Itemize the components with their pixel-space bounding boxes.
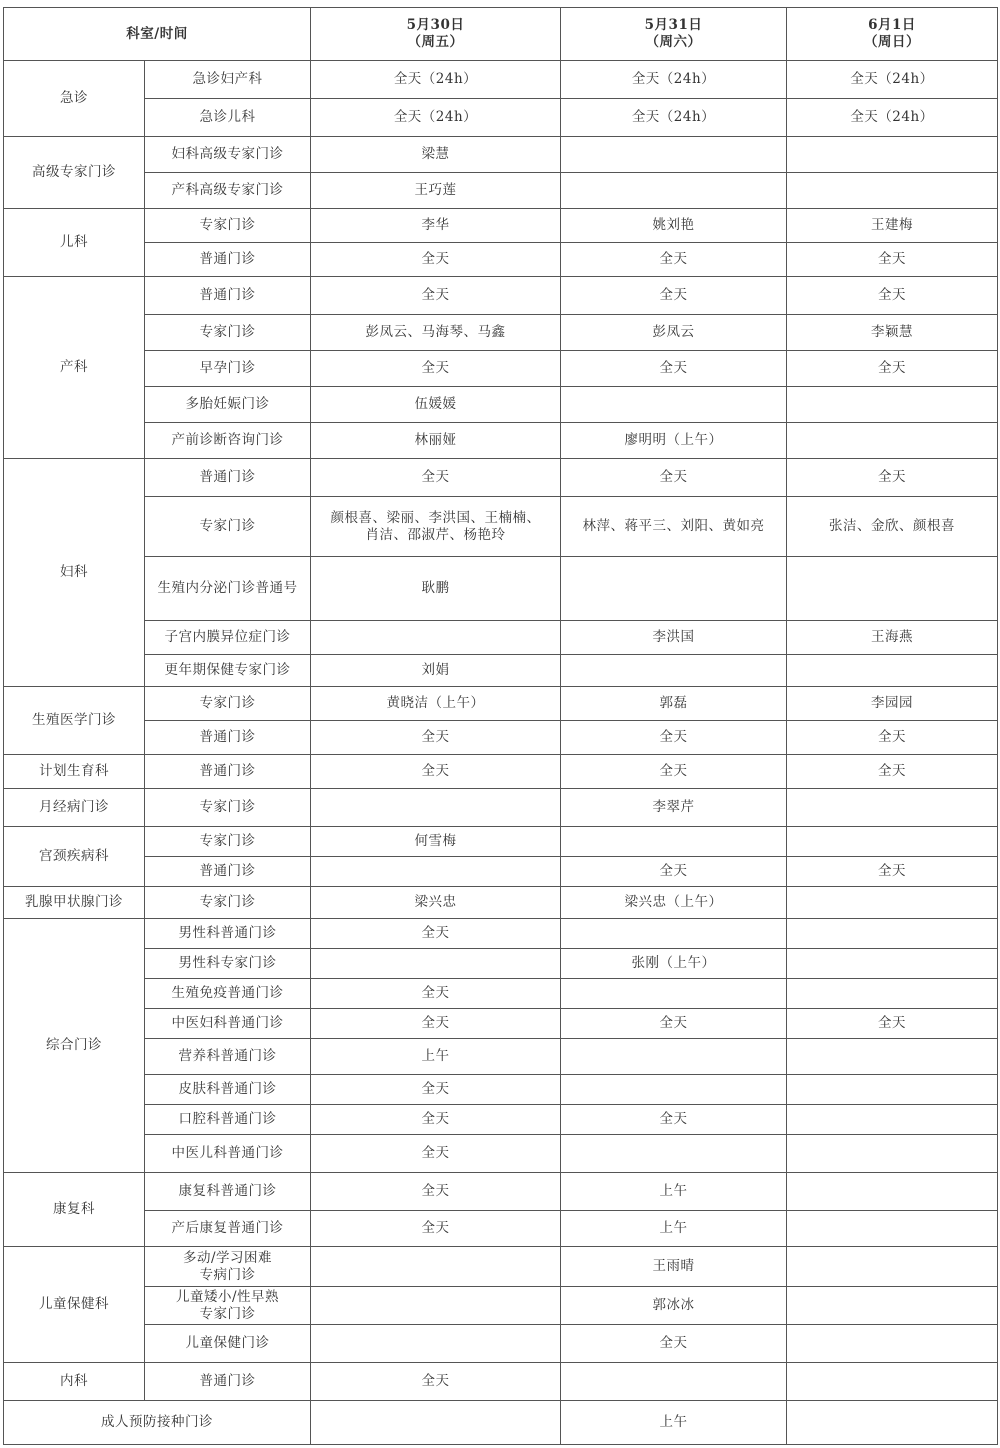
day-3-cell xyxy=(787,1325,998,1363)
day-2-cell xyxy=(561,827,787,857)
day-2-cell xyxy=(561,979,787,1009)
department-cell: 康复科 xyxy=(4,1173,145,1247)
table-row xyxy=(4,1105,998,1135)
table-row xyxy=(4,1363,998,1401)
department-cell: 生殖医学门诊 xyxy=(4,687,145,755)
clinic-cell xyxy=(145,1287,311,1325)
day-3-cell: 全天 xyxy=(787,459,998,497)
department-cell: 综合门诊 xyxy=(4,919,145,1173)
table-row xyxy=(4,243,998,277)
clinic-cell: 专家门诊 xyxy=(145,789,311,827)
day-2-cell: 林萍、蒋平三、刘阳、黄如亮 xyxy=(561,497,787,557)
department-cell: 高级专家门诊 xyxy=(4,137,145,209)
day-3-cell: 全天 xyxy=(787,351,998,387)
day-3-cell xyxy=(787,1173,998,1211)
day-3-cell: 全天 xyxy=(787,857,998,887)
table-row xyxy=(4,1211,998,1247)
day-2-cell xyxy=(561,919,787,949)
table-row xyxy=(4,497,998,557)
header-day-1-date: 5月30日 xyxy=(406,17,465,33)
day-2-cell: 全天 xyxy=(561,351,787,387)
department-cell: 成人预防接种门诊 xyxy=(4,1401,311,1445)
day-2-cell: 郭磊 xyxy=(561,687,787,721)
clinic-cell: 专家门诊 xyxy=(145,887,311,919)
table-row xyxy=(4,655,998,687)
table-row xyxy=(4,721,998,755)
day-2-cell xyxy=(561,557,787,621)
clinic-cell: 普通门诊 xyxy=(145,857,311,887)
day-2-cell xyxy=(561,1039,787,1075)
day-2-cell: 李洪国 xyxy=(561,621,787,655)
day-2-cell: 全天 xyxy=(561,243,787,277)
day-1-cell: 全天 xyxy=(311,1173,561,1211)
header-day-3 xyxy=(787,8,998,61)
day-3-cell xyxy=(787,979,998,1009)
table-row xyxy=(4,137,998,173)
table-row xyxy=(4,387,998,423)
day-2-cell xyxy=(561,137,787,173)
table-row xyxy=(4,1247,998,1287)
day-3-cell xyxy=(787,387,998,423)
table-row xyxy=(4,919,998,949)
day-1-cell: 林丽娅 xyxy=(311,423,561,459)
department-cell: 急诊 xyxy=(4,61,145,137)
day-1-cell: 全天 xyxy=(311,459,561,497)
day-2-cell: 全天 xyxy=(561,459,787,497)
day-2-cell: 全天 xyxy=(561,1105,787,1135)
day-3-cell xyxy=(787,1105,998,1135)
day-3-cell xyxy=(787,827,998,857)
day-1-cell: 全天（24h） xyxy=(311,99,561,137)
clinic-cell: 急诊儿科 xyxy=(145,99,311,137)
day-2-cell: 全天 xyxy=(561,1325,787,1363)
clinic-label-line-1: 多动/学习困难 xyxy=(182,1249,273,1266)
day-2-cell xyxy=(561,387,787,423)
day-1-cell: 全天 xyxy=(311,1009,561,1039)
day-3-cell: 王建梅 xyxy=(787,209,998,243)
day-1-cell: 全天 xyxy=(311,1211,561,1247)
day-1-cell xyxy=(311,857,561,887)
header-day-3-weekday: （周日） xyxy=(864,34,920,50)
day-2-cell: 王雨晴 xyxy=(561,1247,787,1287)
table-row xyxy=(4,687,998,721)
day-3-cell: 全天（24h） xyxy=(787,61,998,99)
day-2-cell: 全天 xyxy=(561,857,787,887)
day-3-cell xyxy=(787,789,998,827)
header-day-2 xyxy=(561,8,787,61)
clinic-cell: 生殖免疫普通门诊 xyxy=(145,979,311,1009)
table-row xyxy=(4,979,998,1009)
clinic-cell: 专家门诊 xyxy=(145,209,311,243)
day-3-cell xyxy=(787,137,998,173)
header-day-2-weekday: （周六） xyxy=(645,34,702,50)
table-row xyxy=(4,315,998,351)
day-2-cell xyxy=(561,1363,787,1401)
day-3-cell xyxy=(787,1075,998,1105)
clinic-label-line-1: 儿童矮小/性早熟 xyxy=(175,1288,280,1305)
day-1-cell: 彭凤云、马海琴、马鑫 xyxy=(311,315,561,351)
day-3-cell xyxy=(787,887,998,919)
day-2-cell: 彭凤云 xyxy=(561,315,787,351)
day-2-cell: 全天 xyxy=(561,721,787,755)
day-1-cell xyxy=(311,1325,561,1363)
day-1-cell: 上午 xyxy=(311,1039,561,1075)
day-2-cell: 全天（24h） xyxy=(561,99,787,137)
day-3-cell xyxy=(787,1039,998,1075)
table-row xyxy=(4,423,998,459)
table-row xyxy=(4,1401,998,1445)
table-row xyxy=(4,827,998,857)
day-1-cell: 全天 xyxy=(311,277,561,315)
day-1-cell xyxy=(311,1247,561,1287)
day-3-cell xyxy=(787,1211,998,1247)
table-row xyxy=(4,1135,998,1173)
clinic-cell: 更年期保健专家门诊 xyxy=(145,655,311,687)
day-2-cell: 全天（24h） xyxy=(561,61,787,99)
day-1-cell xyxy=(311,1401,561,1445)
day-1-cell: 全天 xyxy=(311,1363,561,1401)
department-cell: 内科 xyxy=(4,1363,145,1401)
table-row xyxy=(4,557,998,621)
day-1-line-2: 肖洁、邵淑芹、杨艳玲 xyxy=(365,526,506,543)
day-3-cell: 全天 xyxy=(787,1009,998,1039)
day-1-cell: 王巧莲 xyxy=(311,173,561,209)
day-2-cell: 李翠芹 xyxy=(561,789,787,827)
clinic-cell: 专家门诊 xyxy=(145,497,311,557)
clinic-cell: 多胎妊娠门诊 xyxy=(145,387,311,423)
clinic-cell: 普通门诊 xyxy=(145,243,311,277)
day-1-cell: 刘娟 xyxy=(311,655,561,687)
table-row xyxy=(4,1173,998,1211)
day-2-cell: 上午 xyxy=(561,1173,787,1211)
day-2-cell xyxy=(561,173,787,209)
table-row xyxy=(4,887,998,919)
day-1-cell: 全天 xyxy=(311,351,561,387)
table-row xyxy=(4,277,998,315)
day-3-cell xyxy=(787,1401,998,1445)
department-cell: 乳腺甲状腺门诊 xyxy=(4,887,145,919)
day-2-cell: 梁兴忠（上午） xyxy=(561,887,787,919)
table-row xyxy=(4,1325,998,1363)
department-cell: 妇科 xyxy=(4,459,145,687)
department-cell: 宫颈疾病科 xyxy=(4,827,145,887)
table-row xyxy=(4,1075,998,1105)
day-2-cell xyxy=(561,1075,787,1105)
day-1-cell: 全天 xyxy=(311,1135,561,1173)
clinic-label-line-2: 专家门诊 xyxy=(199,1305,256,1322)
clinic-cell: 皮肤科普通门诊 xyxy=(145,1075,311,1105)
day-1-cell: 全天 xyxy=(311,721,561,755)
day-3-cell xyxy=(787,1135,998,1173)
day-2-cell: 全天 xyxy=(561,755,787,789)
table-row xyxy=(4,621,998,655)
day-1-cell xyxy=(311,621,561,655)
clinic-cell: 男性科专家门诊 xyxy=(145,949,311,979)
clinic-cell: 口腔科普通门诊 xyxy=(145,1105,311,1135)
day-2-cell: 上午 xyxy=(561,1401,787,1445)
header-dept-time: 科室/时间 xyxy=(4,8,311,61)
clinic-schedule-table xyxy=(3,7,998,1445)
day-3-cell: 全天（24h） xyxy=(787,99,998,137)
day-3-cell: 王海燕 xyxy=(787,621,998,655)
clinic-cell: 产科高级专家门诊 xyxy=(145,173,311,209)
clinic-cell xyxy=(145,1247,311,1287)
day-1-cell: 伍媛媛 xyxy=(311,387,561,423)
day-1-cell: 全天 xyxy=(311,979,561,1009)
clinic-cell: 急诊妇产科 xyxy=(145,61,311,99)
header-day-1-weekday: （周五） xyxy=(407,34,464,50)
clinic-cell: 普通门诊 xyxy=(145,459,311,497)
day-3-cell: 李园园 xyxy=(787,687,998,721)
clinic-cell: 专家门诊 xyxy=(145,827,311,857)
clinic-cell: 普通门诊 xyxy=(145,755,311,789)
day-3-cell xyxy=(787,423,998,459)
day-1-cell: 梁兴忠 xyxy=(311,887,561,919)
day-3-cell xyxy=(787,1287,998,1325)
day-3-cell: 李颖慧 xyxy=(787,315,998,351)
table-row xyxy=(4,1009,998,1039)
table-row xyxy=(4,1287,998,1325)
day-3-cell xyxy=(787,919,998,949)
day-2-cell: 张刚（上午） xyxy=(561,949,787,979)
day-2-cell: 全天 xyxy=(561,277,787,315)
day-2-cell: 廖明明（上午） xyxy=(561,423,787,459)
clinic-cell: 生殖内分泌门诊普通号 xyxy=(145,557,311,621)
clinic-cell: 中医妇科普通门诊 xyxy=(145,1009,311,1039)
day-3-cell: 张洁、金欣、颜根喜 xyxy=(787,497,998,557)
clinic-cell: 儿童保健门诊 xyxy=(145,1325,311,1363)
header-day-1 xyxy=(311,8,561,61)
department-cell: 计划生育科 xyxy=(4,755,145,789)
day-3-cell: 全天 xyxy=(787,721,998,755)
day-3-cell xyxy=(787,173,998,209)
header-day-2-date: 5月31日 xyxy=(644,17,703,33)
day-3-cell xyxy=(787,1363,998,1401)
table-row xyxy=(4,99,998,137)
day-2-cell: 郭冰冰 xyxy=(561,1287,787,1325)
clinic-cell: 妇科高级专家门诊 xyxy=(145,137,311,173)
day-3-cell: 全天 xyxy=(787,755,998,789)
clinic-cell: 普通门诊 xyxy=(145,277,311,315)
department-cell: 儿科 xyxy=(4,209,145,277)
day-2-cell: 姚刘艳 xyxy=(561,209,787,243)
day-2-cell: 全天 xyxy=(561,1009,787,1039)
clinic-cell: 康复科普通门诊 xyxy=(145,1173,311,1211)
day-1-cell xyxy=(311,789,561,827)
day-1-cell: 黄晓洁（上午） xyxy=(311,687,561,721)
table-row xyxy=(4,1039,998,1075)
clinic-cell: 专家门诊 xyxy=(145,687,311,721)
header-row xyxy=(4,8,998,61)
table-row xyxy=(4,351,998,387)
department-cell: 月经病门诊 xyxy=(4,789,145,827)
day-3-cell xyxy=(787,1247,998,1287)
table-row xyxy=(4,459,998,497)
clinic-cell: 专家门诊 xyxy=(145,315,311,351)
header-day-3-date: 6月1日 xyxy=(868,17,916,33)
clinic-cell: 男性科普通门诊 xyxy=(145,919,311,949)
day-1-cell: 李华 xyxy=(311,209,561,243)
day-1-cell xyxy=(311,949,561,979)
clinic-cell: 子宫内膜异位症门诊 xyxy=(145,621,311,655)
clinic-cell: 普通门诊 xyxy=(145,721,311,755)
day-3-cell xyxy=(787,949,998,979)
day-1-cell: 耿鹏 xyxy=(311,557,561,621)
day-1-cell: 梁慧 xyxy=(311,137,561,173)
clinic-cell: 产后康复普通门诊 xyxy=(145,1211,311,1247)
day-3-cell xyxy=(787,655,998,687)
day-1-cell: 全天 xyxy=(311,1105,561,1135)
day-1-cell: 全天 xyxy=(311,919,561,949)
table-row xyxy=(4,789,998,827)
department-cell: 产科 xyxy=(4,277,145,459)
table-row xyxy=(4,61,998,99)
clinic-label-line-2: 专病门诊 xyxy=(199,1266,256,1283)
table-row xyxy=(4,173,998,209)
table-row xyxy=(4,857,998,887)
table-row xyxy=(4,949,998,979)
clinic-cell: 产前诊断咨询门诊 xyxy=(145,423,311,459)
clinic-cell: 普通门诊 xyxy=(145,1363,311,1401)
day-1-cell xyxy=(311,1287,561,1325)
day-1-cell: 全天（24h） xyxy=(311,61,561,99)
day-1-cell: 全天 xyxy=(311,243,561,277)
day-2-cell xyxy=(561,655,787,687)
day-1-cell: 全天 xyxy=(311,755,561,789)
department-cell: 儿童保健科 xyxy=(4,1247,145,1363)
day-3-cell: 全天 xyxy=(787,243,998,277)
day-3-cell xyxy=(787,557,998,621)
day-2-cell: 上午 xyxy=(561,1211,787,1247)
day-1-cell: 全天 xyxy=(311,1075,561,1105)
table-row xyxy=(4,209,998,243)
clinic-cell: 营养科普通门诊 xyxy=(145,1039,311,1075)
day-2-cell xyxy=(561,1135,787,1173)
day-1-cell xyxy=(311,497,561,557)
table-row xyxy=(4,755,998,789)
schedule-body xyxy=(4,61,998,1445)
day-3-cell: 全天 xyxy=(787,277,998,315)
day-1-cell: 何雪梅 xyxy=(311,827,561,857)
clinic-cell: 早孕门诊 xyxy=(145,351,311,387)
clinic-cell: 中医儿科普通门诊 xyxy=(145,1135,311,1173)
day-1-line-1: 颜根喜、梁丽、李洪国、王楠楠、 xyxy=(330,509,541,526)
